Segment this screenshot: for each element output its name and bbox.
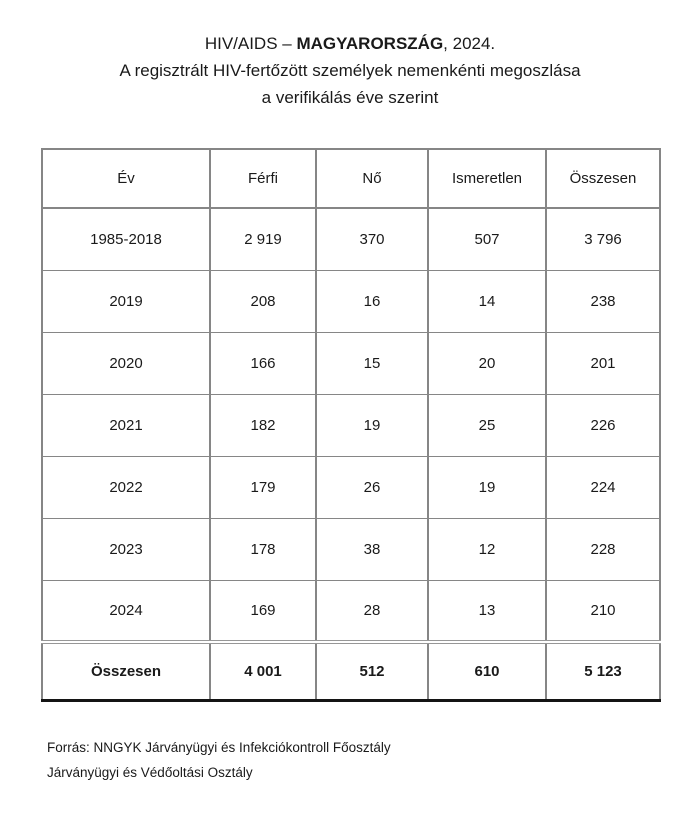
cell-unknown: 507 (428, 208, 546, 270)
cell-female: 19 (316, 394, 428, 456)
cell-total: 210 (546, 580, 660, 642)
page-title (0, 30, 700, 57)
table-row (42, 208, 660, 270)
source-block (47, 735, 391, 785)
cell-female: 38 (316, 518, 428, 580)
cell-male: 208 (210, 270, 316, 332)
cell-male: 182 (210, 394, 316, 456)
cell-unknown: 13 (428, 580, 546, 642)
cell-unknown: 20 (428, 332, 546, 394)
table-row (42, 518, 660, 580)
cell-total: 238 (546, 270, 660, 332)
cell-total: 228 (546, 518, 660, 580)
total-label: Összesen (42, 642, 210, 700)
total-male: 4 001 (210, 642, 316, 700)
title-suffix: , 2024. (443, 34, 496, 53)
table-row (42, 580, 660, 642)
cell-year: 2019 (42, 270, 210, 332)
cell-unknown: 25 (428, 394, 546, 456)
table-row (42, 456, 660, 518)
cell-male: 166 (210, 332, 316, 394)
table-row (42, 270, 660, 332)
table-row (42, 332, 660, 394)
cell-total: 226 (546, 394, 660, 456)
column-header-unknown: Ismeretlen (428, 149, 546, 208)
column-header-male: Férfi (210, 149, 316, 208)
total-unknown: 610 (428, 642, 546, 700)
title-prefix: HIV/AIDS – (204, 34, 297, 53)
cell-male: 2 919 (210, 208, 316, 270)
cell-total: 201 (546, 332, 660, 394)
cell-unknown: 14 (428, 270, 546, 332)
column-header-female: Nő (316, 149, 428, 208)
page-subtitle-line1: A regisztrált HIV-fertőzött személyek nemenkénti megoszlása (119, 61, 581, 80)
page-subtitle-line2: a verifikálás éve szerint (261, 88, 439, 107)
table-total-row (42, 642, 660, 700)
cell-year: 2020 (42, 332, 210, 394)
cell-year: 2023 (42, 518, 210, 580)
cell-female: 28 (316, 580, 428, 642)
column-header-total: Összesen (546, 149, 660, 208)
cell-male: 178 (210, 518, 316, 580)
cell-unknown: 19 (428, 456, 546, 518)
source-line2: Járványügyi és Védőoltási Osztály (47, 765, 253, 780)
column-header-year: Év (42, 149, 210, 208)
title-country: MAGYARORSZÁG (296, 34, 444, 53)
table-header-row (42, 149, 660, 208)
table-row (42, 394, 660, 456)
cell-total: 224 (546, 456, 660, 518)
cell-year: 2021 (42, 394, 210, 456)
total-female: 512 (316, 642, 428, 700)
cell-female: 15 (316, 332, 428, 394)
cell-year: 2024 (42, 580, 210, 642)
cell-female: 370 (316, 208, 428, 270)
cell-year: 1985-2018 (42, 208, 210, 270)
cell-unknown: 12 (428, 518, 546, 580)
cell-female: 26 (316, 456, 428, 518)
cell-female: 16 (316, 270, 428, 332)
cell-year: 2022 (42, 456, 210, 518)
source-line1: Forrás: NNGYK Járványügyi és Infekciókontroll Főosztály (47, 740, 391, 755)
cell-male: 179 (210, 456, 316, 518)
hiv-statistics-table (41, 148, 661, 702)
cell-total: 3 796 (546, 208, 660, 270)
total-total: 5 123 (546, 642, 660, 700)
title-block (0, 30, 700, 111)
cell-male: 169 (210, 580, 316, 642)
